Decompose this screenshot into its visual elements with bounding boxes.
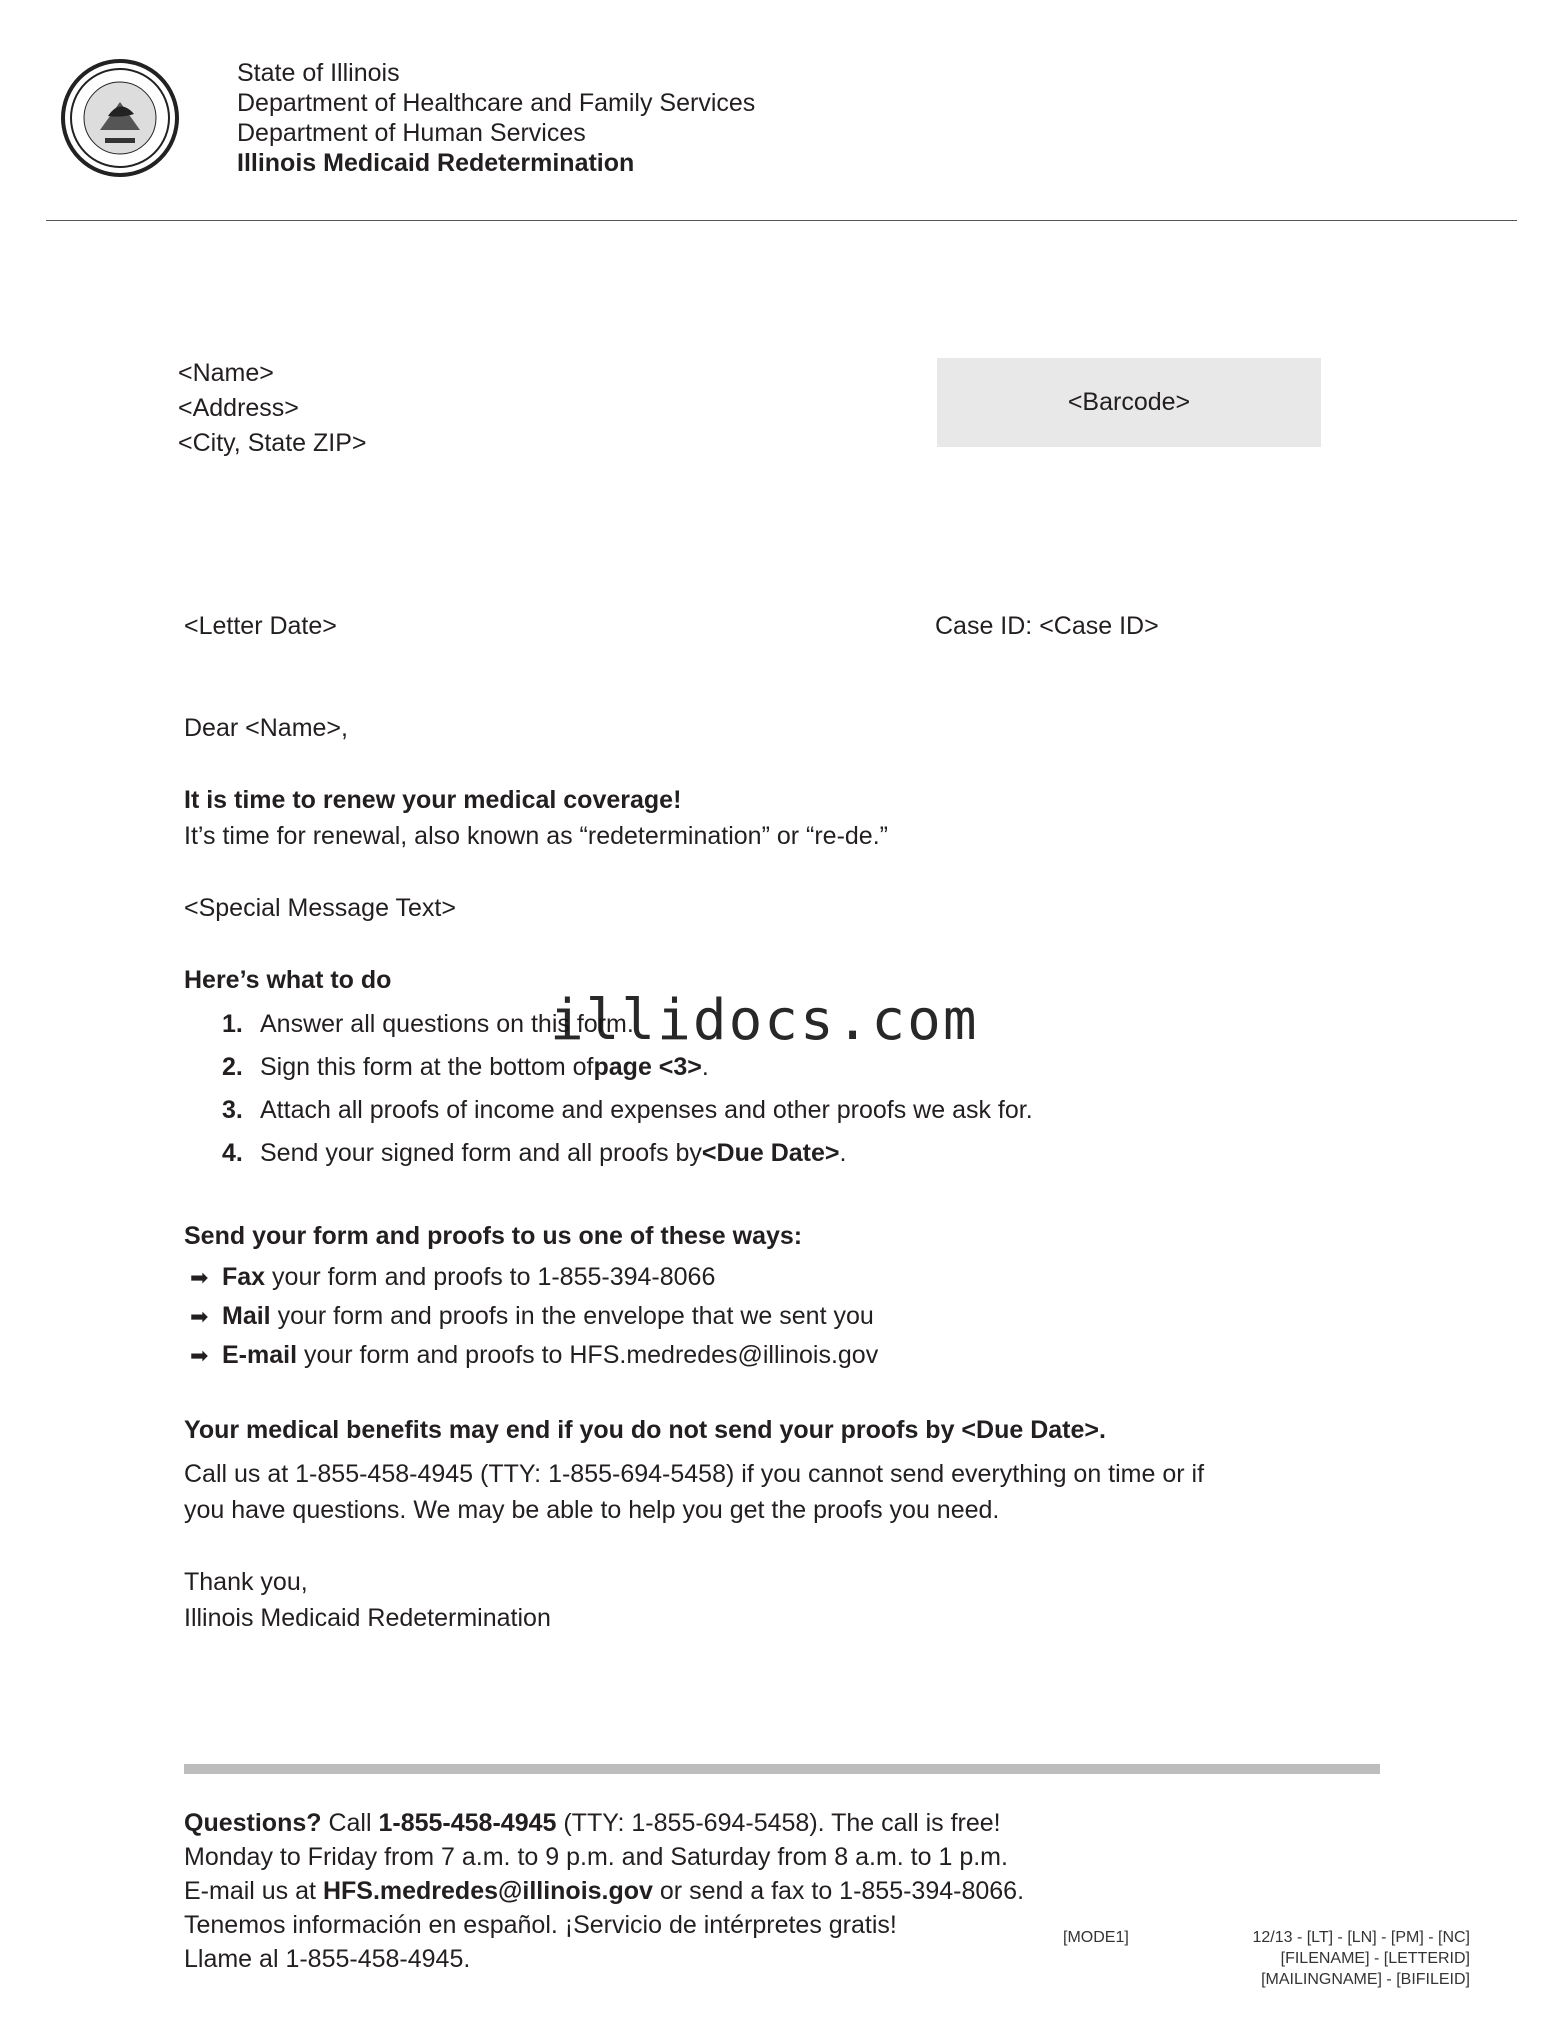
case-id: Case ID: <Case ID> (935, 612, 1159, 640)
recipient-street: <Address> (178, 394, 299, 422)
footer-hours: Monday to Friday from 7 a.m. to 9 p.m. and Saturday from 8 a.m. to 1 p.m. (184, 1843, 1008, 1871)
footer-questions: Questions? Call 1-855-458-4945 (TTY: 1-855-694-5458). The call is free! (184, 1809, 1001, 1837)
arrow-right-icon: ➡ (190, 1342, 209, 1368)
barcode-box (937, 358, 1321, 447)
letter-date: <Letter Date> (184, 612, 337, 640)
footer-spanish-2: Llame al 1-855-458-4945. (184, 1945, 471, 1973)
list-item: 2. Sign this form at the bottom of page <3> . (222, 1053, 709, 1081)
list-item: ➡ Mail your form and proofs in the envelope that we sent you (190, 1302, 874, 1330)
watermark: illidocs.com (550, 988, 979, 1053)
header-state: State of Illinois (237, 59, 400, 87)
list-item: ➡ Fax your form and proofs to 1-855-394-8066 (190, 1263, 716, 1291)
list-item: 3. Attach all proofs of income and expenses and other proofs we ask for. (222, 1096, 1033, 1124)
send-heading: Send your form and proofs to us one of these ways: (184, 1222, 803, 1250)
footer-divider (184, 1764, 1380, 1774)
list-item: 1. Answer all questions on this form. (222, 1010, 634, 1038)
mode-code: [MODE1] (1063, 1929, 1129, 1946)
form-codes: 12/13 - [LT] - [LN] - [PM] - [NC] [FILENAME] - [LETTERID] [MAILINGNAME] - [BIFILEID] (1252, 1929, 1470, 1988)
recipient-name: <Name> (178, 359, 274, 387)
recipient-city: <City, State ZIP> (178, 429, 367, 457)
footer-contact (184, 1806, 1024, 1976)
barcode-placeholder: <Barcode> (1067, 388, 1191, 416)
header-dhs: Department of Human Services (237, 119, 586, 147)
header-program: Illinois Medicaid Redetermination (237, 149, 635, 177)
intro-heading: It is time to renew your medical coverage! (184, 786, 682, 814)
warning-line-2: you have questions. We may be able to help you get the proofs you need. (184, 1496, 1000, 1524)
state-seal-icon (60, 58, 180, 178)
special-message: <Special Message Text> (184, 894, 456, 922)
arrow-right-icon: ➡ (190, 1303, 209, 1329)
warning-line-1: Call us at 1-855-458-4945 (TTY: 1-855-694-5458) if you cannot send everything on time or if (184, 1460, 1205, 1488)
warning-heading: Your medical benefits may end if you do not send your proofs by <Due Date>. (184, 1416, 1106, 1444)
closing-thanks: Thank you, (184, 1568, 308, 1596)
header-hfs: Department of Healthcare and Family Services (237, 89, 756, 117)
send-methods-list (190, 1258, 878, 1375)
list-item: ➡ E-mail your form and proofs to HFS.medredes@illinois.gov (190, 1341, 879, 1369)
arrow-right-icon: ➡ (190, 1264, 209, 1290)
intro-text: It’s time for renewal, also known as “redetermination” or “re-de.” (184, 822, 888, 850)
list-item: 4. Send your signed form and all proofs by <Due Date> . (222, 1139, 847, 1167)
steps-heading: Here’s what to do (184, 966, 392, 994)
recipient-address (178, 356, 367, 461)
header-divider (46, 220, 1517, 221)
salutation: Dear <Name>, (184, 714, 348, 742)
footer-email: E-mail us at HFS.medredes@illinois.gov or send a fax to 1-855-394-8066. (184, 1877, 1025, 1905)
footer-spanish-1: Tenemos información en español. ¡Servicio de intérpretes gratis! (184, 1911, 897, 1939)
closing-signature: Illinois Medicaid Redetermination (184, 1604, 551, 1632)
agency-header (237, 58, 755, 178)
